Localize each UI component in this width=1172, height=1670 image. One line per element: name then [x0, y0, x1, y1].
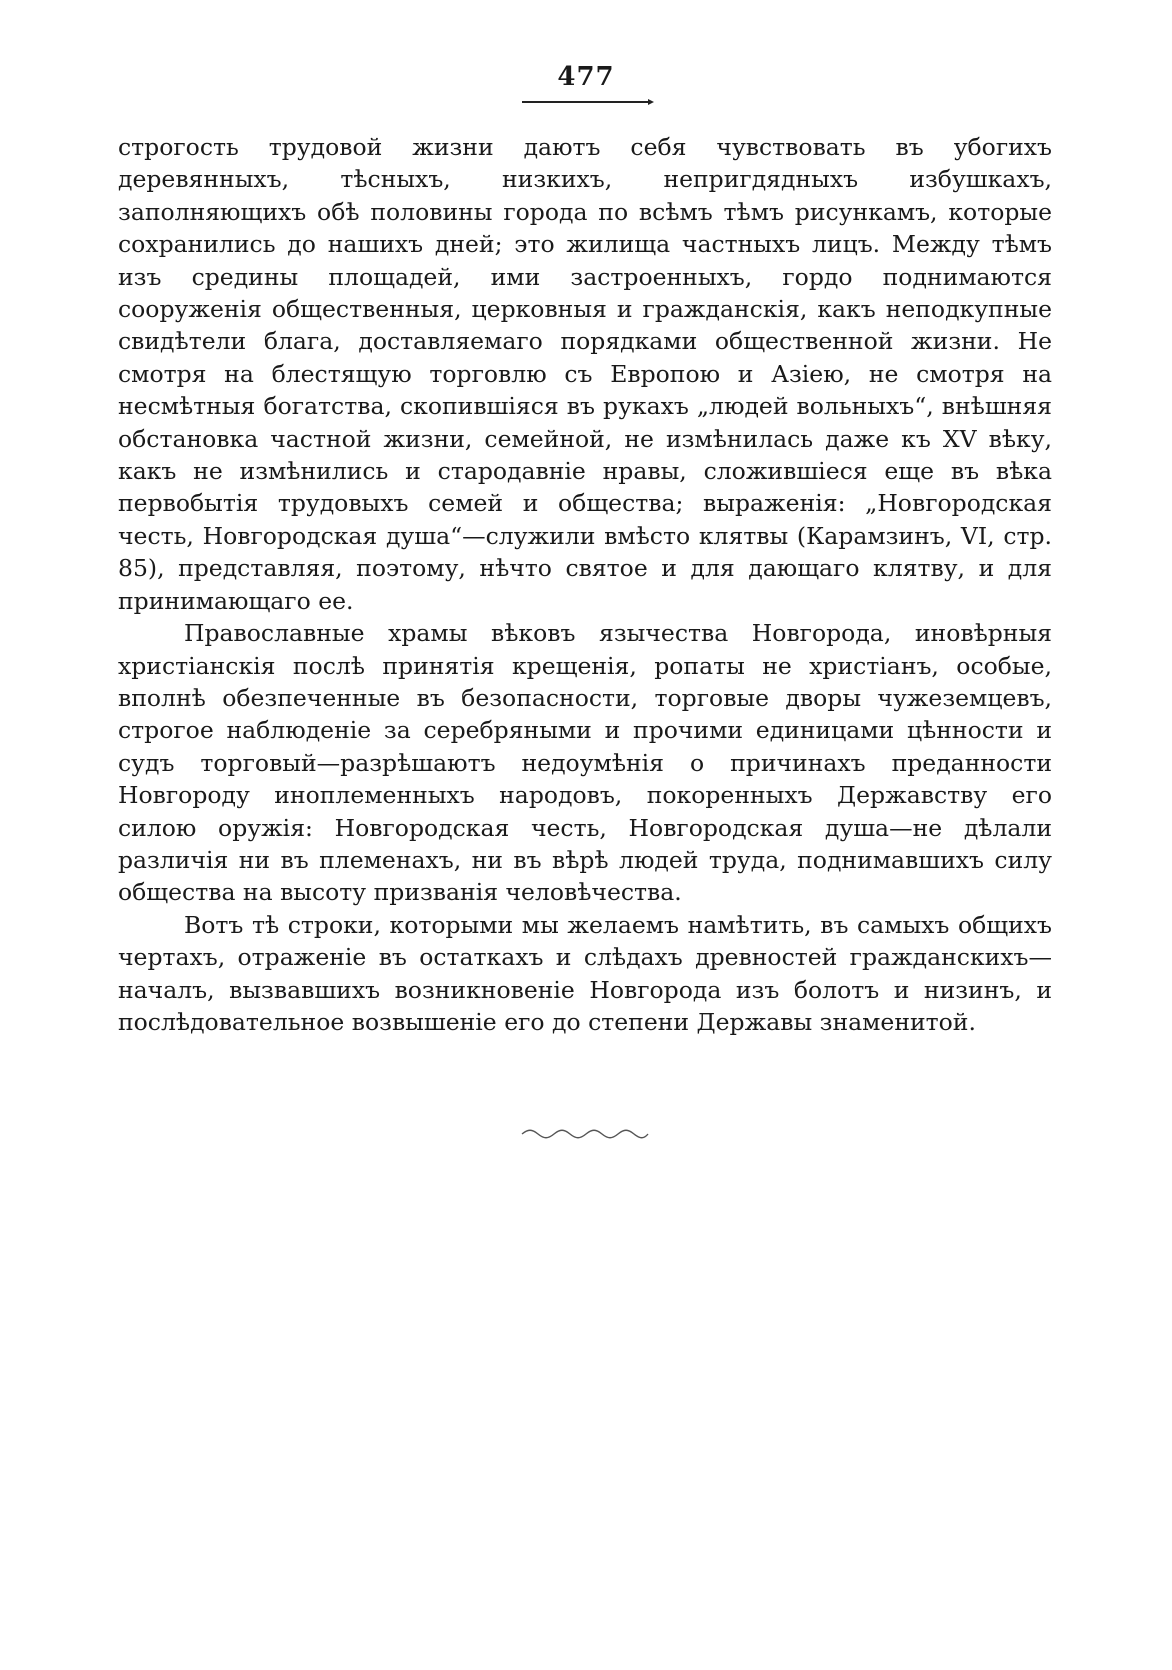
body-text	[118, 131, 1052, 1038]
paragraph-3: Вотъ тѣ строки, которыми мы желаемъ намѣтить, въ самыхъ общихъ чертахъ, отраженіе въ остаткахъ и слѣдахъ древностей гражданскихъ—началъ, вызвавшихъ возникновеніе Новгорода изъ болотъ и низинъ, и послѣдовательное возвышеніе его до степени Державы знаменитой.	[118, 910, 1052, 1036]
paragraph-1: строгость трудовой жизни даютъ себя чувствовать въ убогихъ деревянныхъ, тѣсныхъ, низкихъ, непригдядныхъ избушкахъ, заполняющихъ обѣ половины города по всѣмъ тѣмъ рисункамъ, которые сохранились до нашихъ дней; это жилища частныхъ лицъ. Между тѣмъ изъ средины площадей, ими застроенныхъ, гордо поднимаются сооруженія общественныя, церковныя и гражданскія, какъ неподкупные свидѣтели блага, доставляемаго порядками общественной жизни. Не смотря на блестящую торговлю съ Европою и Азіею, не смотря на несмѣтныя богатства, скопившіяся въ рукахъ „людей вольныхъ“, внѣшняя обстановка частной жизни, семейной, не измѣнилась даже къ XV вѣку, какъ не измѣнились и стародавніе нравы, сложившіеся еще въ вѣка первобытія трудовыхъ семей и общества; выраженія: „Новгородская честь, Новгородская душа“—служили вмѣсто клятвы (Карамзинъ, VI, стр. 85), представляя, поэтому, нѣчто святое и для дающаго клятву, и для принимающаго ее.	[118, 133, 1052, 615]
header-rule	[522, 101, 648, 103]
end-ornament	[520, 1126, 650, 1140]
page-number: 477	[557, 62, 615, 92]
paragraph-2: Православные храмы вѣковъ язычества Новгорода, иновѣрныя христіанскія послѣ принятія крещенія, ропаты не христіанъ, особые, вполнѣ обезпеченные въ безопасности, торговые дворы чужеземцевъ, строгое наблюденіе за серебряными и прочими единицами цѣнности и судъ торговый—разрѣшаютъ недоумѣнія о причинахъ преданности Новгороду иноплеменныхъ народовъ, покоренныхъ Державству его силою оружія: Новгородская честь, Новгородская душа—не дѣлали различія ни въ племенахъ, ни въ вѣрѣ людей труда, поднимавшихъ силу общества на высоту призванія человѣчества.	[118, 619, 1052, 907]
